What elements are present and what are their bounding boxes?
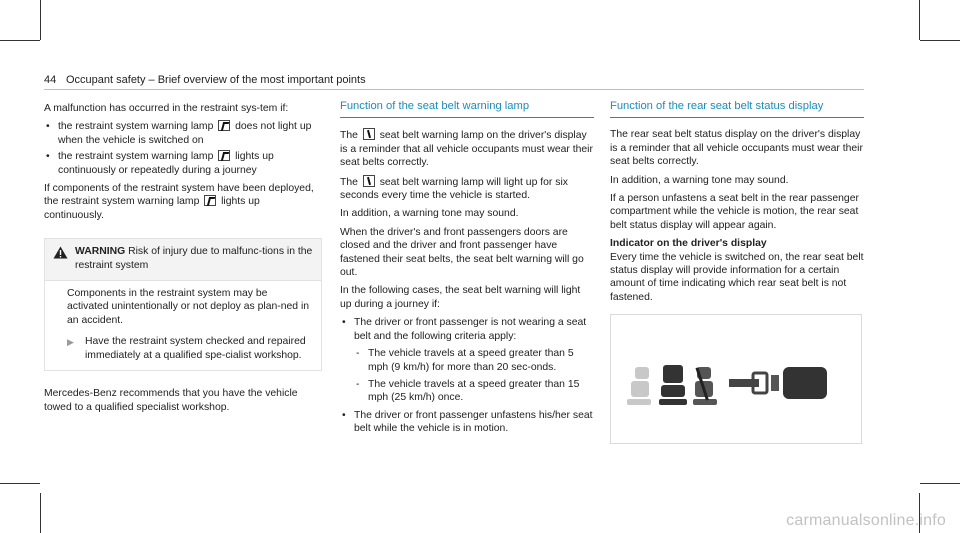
arrow-right-icon: ▶ (67, 337, 74, 348)
warning-header (45, 239, 321, 280)
list-item: - The vehicle travels at a speed greater than 15 mph (25 km/h) once. (354, 378, 594, 405)
header-rule (44, 89, 864, 90)
paragraph: In addition, a warning tone may sound. (610, 174, 789, 186)
malfunction-list (44, 120, 318, 177)
warning-text: Components in the restraint system may be activated unintentionally or not deploy as plan-ned in an accident. (67, 288, 310, 326)
warning-body (45, 280, 321, 370)
closing-paragraph: Mercedes-Benz recommends that you have the vehicle towed to a qualified specialist workshop. (44, 388, 298, 413)
criteria-list (340, 316, 594, 435)
page-number: 44 (44, 74, 57, 86)
warning-action: ▶ Have the restraint system checked and repaired immediately at a qualified spe-cialist workshop. (67, 336, 306, 361)
restraint-warning-lamp-icon (218, 150, 230, 161)
crop-mark (920, 40, 960, 41)
restraint-warning-lamp-icon (204, 195, 216, 206)
list-item: - The vehicle travels at a speed greater than 5 mph (9 km/h) for more than 20 sec-onds. (354, 347, 594, 374)
crop-mark (40, 493, 41, 533)
list-item: • the restraint system warning lamp does not light up when the vehicle is switched on (44, 120, 318, 147)
sub-criteria-list (354, 347, 594, 405)
paragraph: The seat belt warning lamp on the driver's display is a reminder that all vehicle occupants must wear their seat belts correctly. (340, 130, 593, 169)
section-title: Function of the rear seat belt status display (610, 100, 864, 118)
paragraph: The seat belt warning lamp will light up for six seconds every time the vehicle is started. (340, 176, 568, 202)
crop-mark (0, 483, 40, 484)
subheading: Indicator on the driver's display (610, 238, 767, 250)
seat-belt-icon (363, 128, 375, 140)
column-left (44, 102, 318, 419)
crop-mark (919, 0, 920, 40)
intro-text: A malfunction has occurred in the restraint sys-tem if: (44, 103, 289, 114)
paragraph: Every time the vehicle is switched on, the rear seat belt status display will provide information for a certain amount of time indicating which rear seat belt is not fastened. (610, 251, 864, 303)
rear-seat-center-icon (659, 365, 687, 405)
warning-label: WARNING (75, 246, 126, 258)
running-title: Occupant safety – Brief overview of the most important points (66, 74, 366, 86)
paragraph: In the following cases, the seat belt warning will light up during a journey if: (340, 285, 581, 310)
list-item: • the restraint system warning lamp lights up continuously or repeatedly during a journey (44, 150, 318, 177)
warning-box (44, 238, 322, 371)
watermark: carmanualsonline.info (786, 511, 946, 529)
deployed-paragraph: If components of the restraint system have been deployed, the restraint system warning lamp lights up continuously. (44, 183, 314, 221)
warning-triangle-icon (53, 245, 75, 272)
seat-belt-icon (363, 175, 375, 187)
seat-belt-status-illustration (611, 315, 863, 445)
paragraph: The rear seat belt status display on the driver's display is a reminder that all vehicle occupants must wear their seat belts correctly. (610, 129, 863, 168)
crop-mark (40, 0, 41, 40)
restraint-warning-lamp-icon (218, 120, 230, 131)
list-item: • The driver or front passenger is not wearing a seat belt and the following criteria apply: - The vehicle travels at a speed greater than 5 mph (9 km/h) for more than 20 sec-onds. - The vehicle travels at a speed greater than 15 mph (25 km/h) once. (340, 316, 594, 404)
rear-seat-left-icon (627, 367, 651, 405)
paragraph: In addition, a warning tone may sound. (340, 208, 519, 220)
column-right (610, 102, 864, 444)
crop-mark (920, 483, 960, 484)
seat-belt-buckle-icon (729, 367, 827, 399)
crop-mark (0, 40, 40, 41)
rear-seat-right-icon (693, 367, 717, 405)
warning-title: Risk of injury due to malfunc-tions in the restraint system (75, 246, 313, 271)
paragraph: If a person unfastens a seat belt in the rear passenger compartment while the vehicle is motion, the rear seat belt status display will appear again. (610, 193, 859, 231)
seat-belt-status-figure (610, 314, 862, 444)
paragraph: When the driver's and front passengers doors are closed and the driver and front passenger have fastened their seat belts, the seat belt warning will go out. (340, 226, 584, 279)
section-title: Function of the seat belt warning lamp (340, 100, 594, 118)
list-item: • The driver or front passenger unfastens his/her seat belt while the vehicle is in motion. (340, 409, 594, 436)
column-middle (340, 102, 594, 441)
